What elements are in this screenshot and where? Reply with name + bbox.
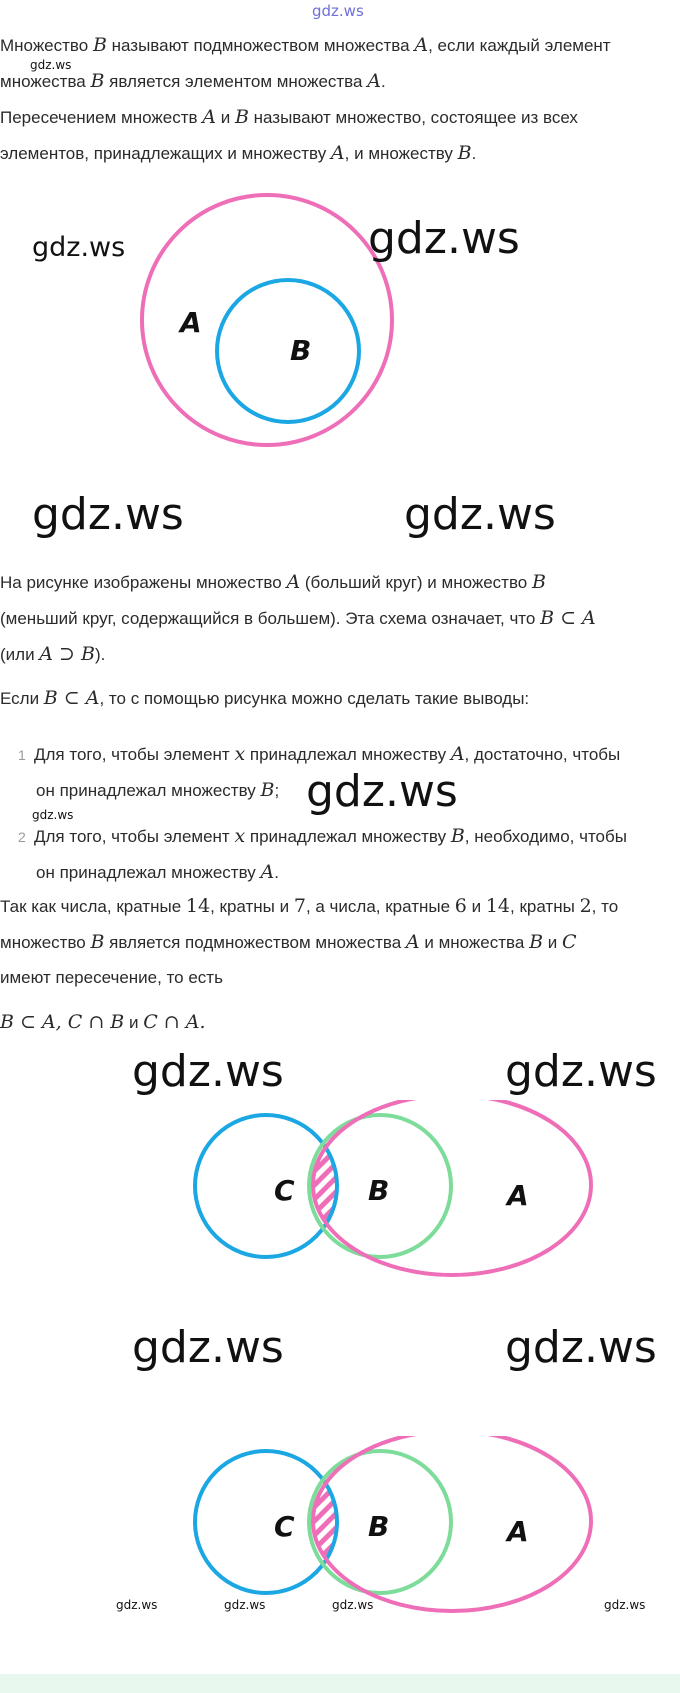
set-a-label: A [507,1515,529,1548]
subset-diagram [0,180,680,520]
set-b-label: B [290,334,312,367]
intro-line-1: Множество B называют подмножеством множества A, если каждый элемент [0,34,611,56]
set-a-label: A [180,306,202,339]
watermark-small: gdz.ws [116,1598,158,1612]
set-b-label: B [368,1510,390,1543]
explain-line-1: На рисунке изображены множество A (больший круг) и множество B [0,571,546,593]
watermark-small: gdz.ws [332,1598,374,1612]
watermark: gdz.ws [404,489,556,540]
watermark-small: gdz.ws [224,1598,266,1612]
intersection-diagram-1 [0,1100,680,1290]
explain-line-3: (или A ⊃ B). [0,643,106,665]
bottom-bar [0,1674,680,1693]
set-a-label: A [507,1179,529,1212]
intro-paragraph [0,27,680,171]
solution-paragraph [0,888,680,1040]
watermark-top: gdz.ws [312,2,364,20]
list-number: 1 [18,747,26,763]
watermark: gdz.ws [505,1046,657,1097]
watermark: gdz.ws [505,1322,657,1373]
solution-line-2: множество B является подмножеством множества A и множества B и C [0,931,577,953]
watermark: gdz.ws [132,1046,284,1097]
explain-line-4: Если B ⊂ A, то с помощью рисунка можно сделать такие выводы: [0,687,530,709]
solution-line-3: имеют пересечение, то есть [0,968,223,987]
explanation-paragraph [0,564,680,716]
list-number: 2 [18,829,26,845]
list-item-1: 1 Для того, чтобы элемент x принадлежал множеству A, достаточно, чтобы он принадлежал множеству B; [0,736,680,808]
solution-answer: B ⊂ A, C ∩ B и C ∩ A. [0,1011,206,1033]
watermark: gdz.ws [306,766,458,817]
set-c-label: C [274,1174,295,1207]
intro-line-2: множества B является элементом множества A. [0,70,386,92]
intro-line-3: Пересечением множеств A и B называют множество, состоящее из всех [0,106,578,128]
set-c-label: C [274,1510,295,1543]
watermark: gdz.ws [32,489,184,540]
watermark-small: gdz.ws [30,58,72,72]
set-b-label: B [368,1174,390,1207]
watermark: gdz.ws [32,232,126,263]
watermark: gdz.ws [368,213,520,264]
watermark-small: gdz.ws [604,1598,646,1612]
watermark-small: gdz.ws [32,808,74,822]
explain-line-2: (меньший круг, содержащийся в большем). Эта схема означает, что B ⊂ A [0,607,596,629]
intro-line-4: элементов, принадлежащих и множеству A, и множеству B. [0,142,477,164]
list-item-2: 2 Для того, чтобы элемент x принадлежал множеству B, необходимо, чтобы он принадлежал множеству A. [0,818,680,890]
solution-line-1: Так как числа, кратные 14, кратны и 7, а числа, кратные 6 и 14, кратны 2, то [0,895,619,917]
watermark: gdz.ws [132,1322,284,1373]
set-b-circle [217,280,359,422]
